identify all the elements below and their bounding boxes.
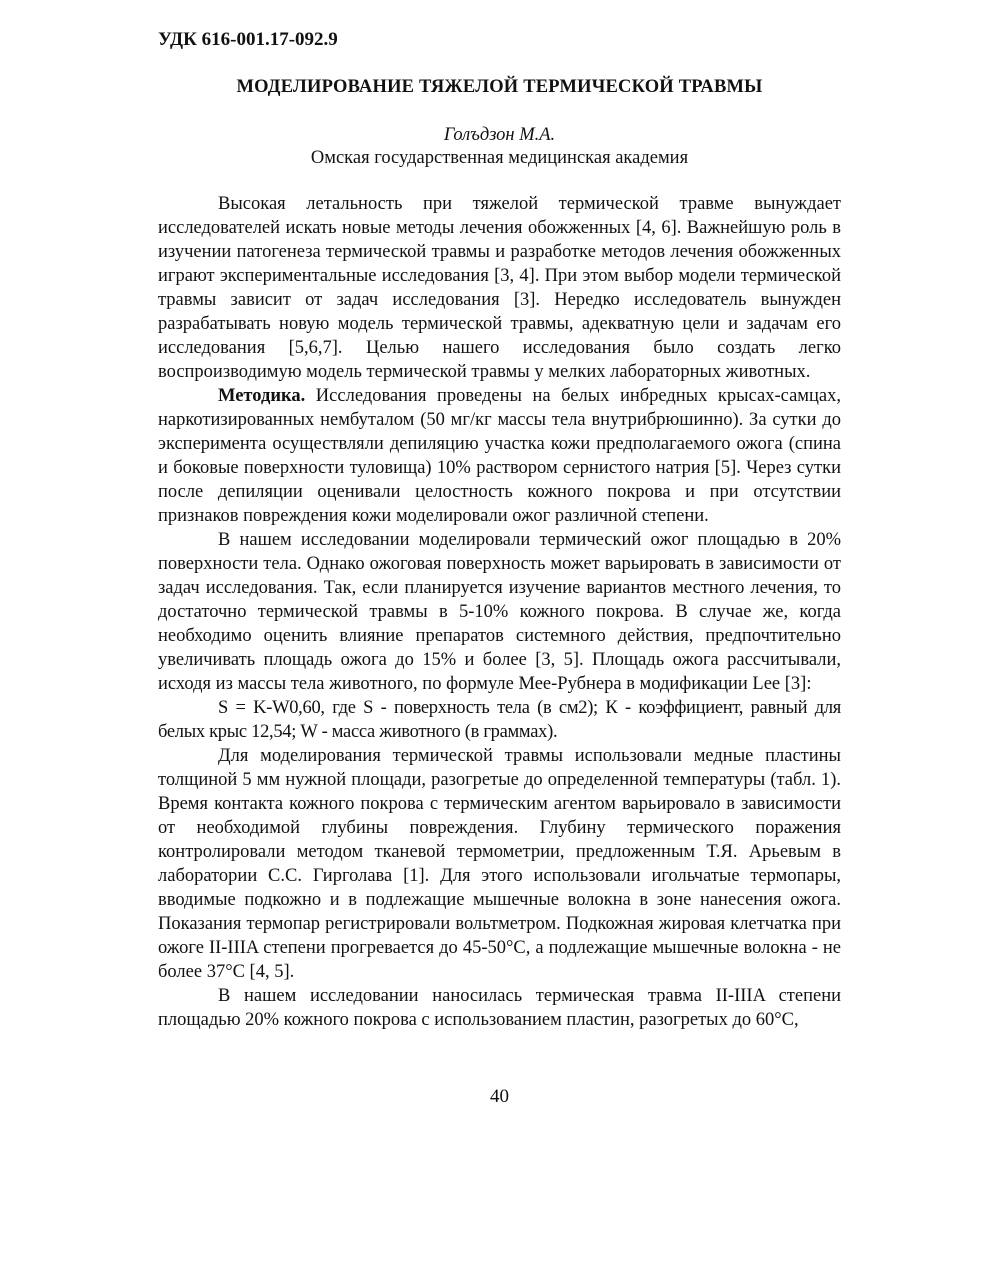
paragraph-formula (158, 696, 841, 744)
affiliation: Омская государственная медицинская академия (310, 148, 689, 168)
article-title: МОДЕЛИРОВАНИЕ ТЯЖЕЛОЙ ТЕРМИЧЕСКОЙ ТРАВМЫ (236, 77, 763, 97)
paragraph-study: В нашем исследовании наносилась термическая травма II-IIIA степени площадью 20% кожного покрова с использованием пластин, разогретых до 60°С, (158, 986, 841, 1030)
paragraph-plates: Для моделирования термической травмы использовали медные пластины толщиной 5 мм нужной площади, разогретые до определенной температуры (табл. 1). Время контакта кожного покрова с термическим агентом варьировало в зависимости от необходимой глубины повреждения. Глубину термического поражения контролировали методом тканевой термометрии, предложенным Т.Я. Арьевым в лаборатории С.С. Гирголава [1]. Для этого использовали игольчатые термопары, вводимые подкожно и в подлежащие мышечные волокна в зоне нанесения ожога. Показания термопар регистрировали вольтметром. Подкожная жировая клетчатка при ожоге II-IIIA степени прогревается до 45-50°С, а подлежащие мышечные волокна - не более 37°С [4, 5]. (158, 746, 841, 982)
paragraph-intro: Высокая летальность при тяжелой термической травме вынуждает исследователей искать новые методы лечения обожженных [4, 6]. Важнейшую роль в изучении патогенеза термической травмы и разработке методов лечения обожженных играют экспериментальные исследования [3, 4]. При этом выбор модели термической травмы зависит от задач исследования [3]. Нередко исследователь вынужден разрабатывать новую модель термической травмы, адекватную цели и задачам его исследования [5,6,7]. Целью нашего исследования было создать легко воспроизводимую модель термической травмы у мелких лабораторных животных. (158, 194, 841, 382)
udc-code: УДК 616-001.17-092.9 (158, 29, 338, 50)
methods-heading: Методика. (218, 386, 306, 406)
formula-text: S = K-W0,60, где S - поверхность тела (в см2); К - коэффициент, равный для белых крыс 12,54; W - масса животного (в граммах). (158, 698, 841, 742)
author-name: Голъдзон М.А. (443, 125, 556, 145)
paragraph-methods (158, 384, 841, 528)
methods-text: Исследования проведены на белых инбредных крысах-самцах, наркотизированных нембуталом (50 мг/кг массы тела внутрибрюшинно). За сутки до эксперимента осуществляли депиляцию участка кожи предполагаемого ожога (спина и боковые поверхности туловища) 10% раствором сернистого натрия [5]. Через сутки после депиляции оценивали целостность кожного покрова и при отсутствии признаков повреждения кожи моделировали ожог различной степени. (158, 386, 841, 526)
paragraph-area: В нашем исследовании моделировали термический ожог площадью в 20% поверхности тела. Однако ожоговая поверхность может варьировать в зависимости от задач исследования. Так, если планируется изучение вариантов местного лечения, то достаточно термической травмы в 5-10% кожного покрова. В случае же, когда необходимо оценить влияние препаратов системного действия, предпочтительно увеличивать площадь ожога до 15% и более [3, 5]. Площадь ожога рассчитывали, исходя из массы тела животного, по формуле Мее-Рубнера в модификации Lee [3]: (158, 530, 841, 694)
page-number: 40 (490, 1086, 509, 1107)
article-body (158, 192, 841, 1032)
